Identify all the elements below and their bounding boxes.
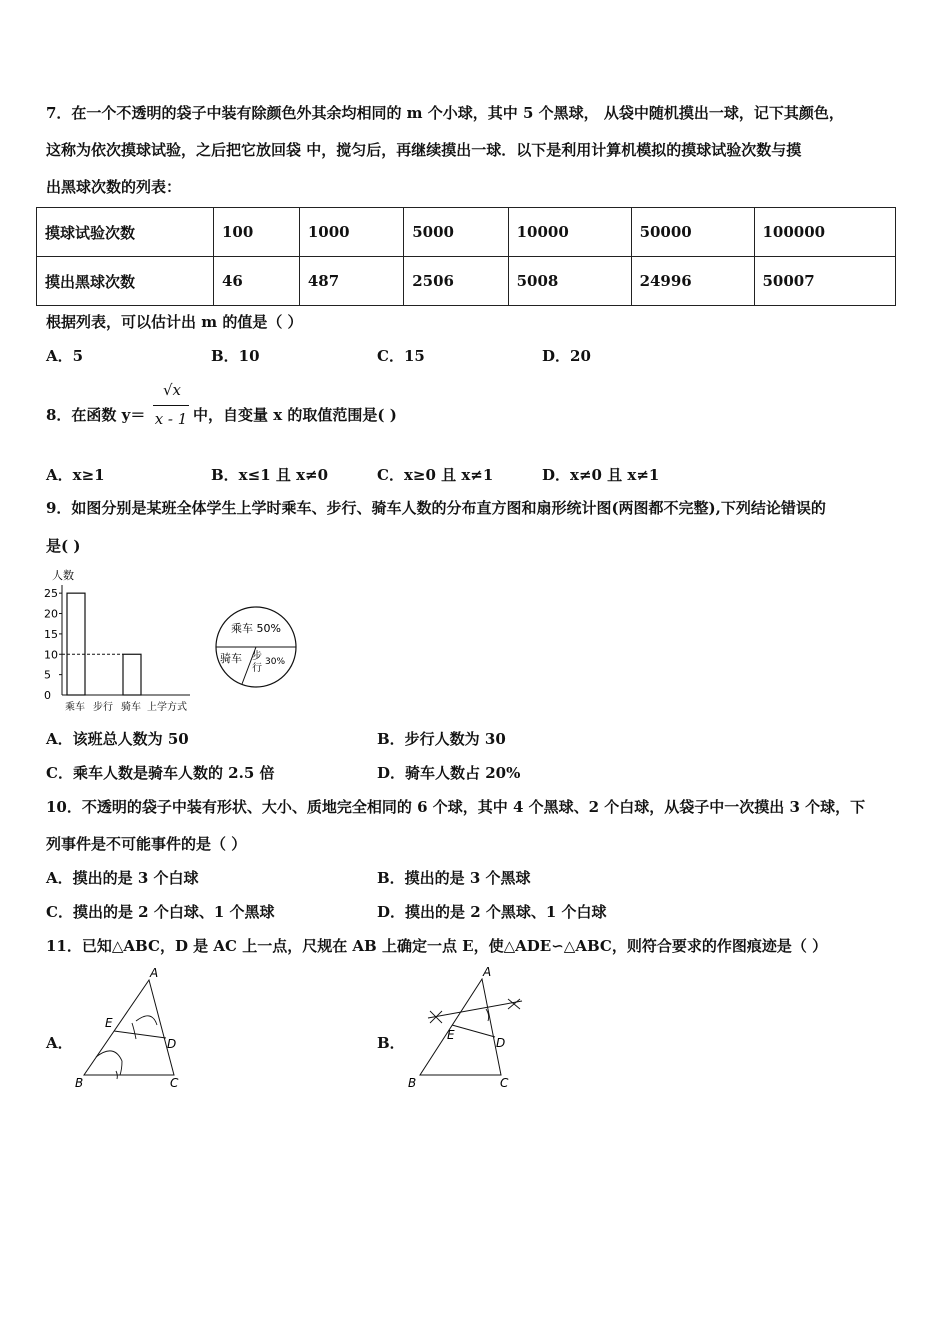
y-tick-label: 15 (44, 627, 58, 641)
q10-option-d[interactable]: D．摸出的是 2 个黑球、1 个白球 (377, 903, 607, 921)
q7-option-d[interactable]: D．20 (542, 347, 591, 365)
segment-de (114, 1031, 166, 1038)
bar-2 (123, 654, 141, 695)
label-e: E (447, 1028, 455, 1042)
table-cell: 1000 (299, 208, 403, 257)
table-row (37, 208, 896, 257)
y-tick-label: 20 (44, 607, 58, 621)
triangle-abc (84, 980, 177, 1075)
label-b: B (75, 1076, 84, 1090)
pie-slice-walk-pct: 30% (265, 657, 286, 667)
q8-numerator: √x (162, 381, 182, 399)
q9-line1: 9．如图分别是某班全体学生上学时乘车、步行、骑车人数的分布直方图和扇形统计图(两图都不完整),下列结论错误的 (46, 499, 826, 517)
pie-slice-walk-char2: 行 (252, 663, 262, 674)
label-b: B (408, 1076, 417, 1090)
q10-line1: 10．不透明的袋子中装有形状、大小、质地完全相同的 6 个球，其中 4 个黑球、2 个白球，从袋子中一次摸出 3 个球，下 (46, 798, 866, 816)
x-category-label: 步行 (93, 702, 113, 713)
q10-option-a[interactable]: A．摸出的是 3 个白球 (46, 869, 199, 887)
segment-de (452, 1025, 495, 1037)
q9-line2: 是( ) (46, 537, 81, 555)
table-cell: 10000 (508, 208, 631, 257)
construction-figure-b (400, 965, 540, 1095)
y-axis-label: 人数 (52, 569, 74, 582)
x-category-label: 骑车 (121, 702, 141, 713)
q10-option-c[interactable]: C．摸出的是 2 个白球、1 个黑球 (46, 903, 275, 921)
table-cell: 5000 (404, 208, 508, 257)
label-a: A (150, 966, 159, 980)
construction-figure-a (70, 965, 190, 1095)
y-tick-label: 5 (44, 668, 51, 682)
arc-at-b (96, 1051, 122, 1075)
histogram-chart (40, 565, 210, 717)
q8-option-c[interactable]: C．x≥0 且 x≠1 (377, 466, 494, 484)
q7-line3: 出黑球次数的列表： (46, 178, 182, 196)
x-axis-label: 上学方式 (147, 702, 187, 713)
label-d: D (167, 1037, 177, 1051)
q7-option-a[interactable]: A．5 (46, 347, 84, 365)
label-c: C (170, 1076, 179, 1090)
q8-prefix: 8．在函数 y＝ (46, 406, 146, 424)
label-a: A (483, 965, 492, 979)
q7-line2: 这称为依次摸球试验，之后把它放回袋 中，搅匀后，再继续摸出一球．以下是利用计算机模拟的摸球试验次数与摸 (46, 141, 802, 159)
q8-option-a[interactable]: A．x≥1 (46, 466, 105, 484)
y-tick-label: 25 (44, 587, 58, 601)
x-category-label: 乘车 (65, 702, 85, 713)
q10-line2: 列事件是不可能事件的是（ ） (46, 835, 247, 853)
q8-option-b[interactable]: B．x≤1 且 x≠0 (211, 466, 329, 484)
arc-cross-right (508, 999, 520, 1009)
q9-option-c[interactable]: C．乘车人数是骑车人数的 2.5 倍 (46, 764, 275, 782)
table-cell: 摸出黑球次数 (37, 257, 214, 306)
label-e: E (105, 1016, 113, 1030)
label-d: D (496, 1036, 506, 1050)
table-cell: 100 (214, 208, 300, 257)
label-c: C (500, 1076, 509, 1090)
pie-slice-ride: 乘车 50% (231, 622, 281, 635)
q7-option-b[interactable]: B．10 (211, 347, 260, 365)
bar-0 (67, 593, 85, 695)
table-cell: 50007 (754, 257, 896, 306)
q7-option-c[interactable]: C．15 (377, 347, 425, 365)
table-cell: 24996 (631, 257, 754, 306)
table-cell: 2506 (404, 257, 508, 306)
pie-chart (210, 600, 310, 692)
q10-option-b[interactable]: B．摸出的是 3 个黑球 (377, 869, 531, 887)
trials-table (36, 207, 896, 306)
q8-denominator: x - 1 (154, 410, 188, 428)
q11-option-b[interactable]: B． (377, 1034, 405, 1052)
q9-option-d[interactable]: D．骑车人数占 20% (377, 764, 521, 782)
table-cell: 50000 (631, 208, 754, 257)
pie-slice-walk-char1: 步 (252, 651, 262, 662)
table-cell: 46 (214, 257, 300, 306)
y-tick-label: 10 (44, 648, 58, 662)
table-cell: 100000 (754, 208, 896, 257)
q9-option-a[interactable]: A．该班总人数为 50 (46, 730, 189, 748)
perpendicular-line (428, 1001, 522, 1018)
y-tick-label: 0 (44, 689, 51, 702)
table-row (37, 257, 896, 306)
q11-line1: 11．已知△ABC，D 是 AC 上一点，尺规在 AB 上确定一点 E，使△ADE∽△ABC，则符合要求的作图痕迹是（ ） (46, 937, 828, 955)
q9-option-b[interactable]: B．步行人数为 30 (377, 730, 506, 748)
q7-after: 根据列表，可以估计出 m 的值是（ ） (46, 313, 303, 331)
table-cell: 摸球试验次数 (37, 208, 214, 257)
table-cell: 487 (299, 257, 403, 306)
q11-option-a[interactable]: A． (46, 1034, 73, 1052)
fraction-bar (153, 405, 189, 406)
arc-mark-e (132, 1023, 136, 1039)
pie-slice-bike: 骑车 (220, 652, 242, 665)
q7-line1: 7．在一个不透明的袋子中装有除颜色外其余均相同的 m 个小球，其中 5 个黑球， 从袋中随机摸出一球，记下其颜色， (46, 104, 844, 122)
q8-suffix: 中，自变量 x 的取值范围是( ) (193, 406, 397, 424)
table-cell: 5008 (508, 257, 631, 306)
q8-option-d[interactable]: D．x≠0 且 x≠1 (542, 466, 660, 484)
arc-at-a (136, 1016, 157, 1025)
